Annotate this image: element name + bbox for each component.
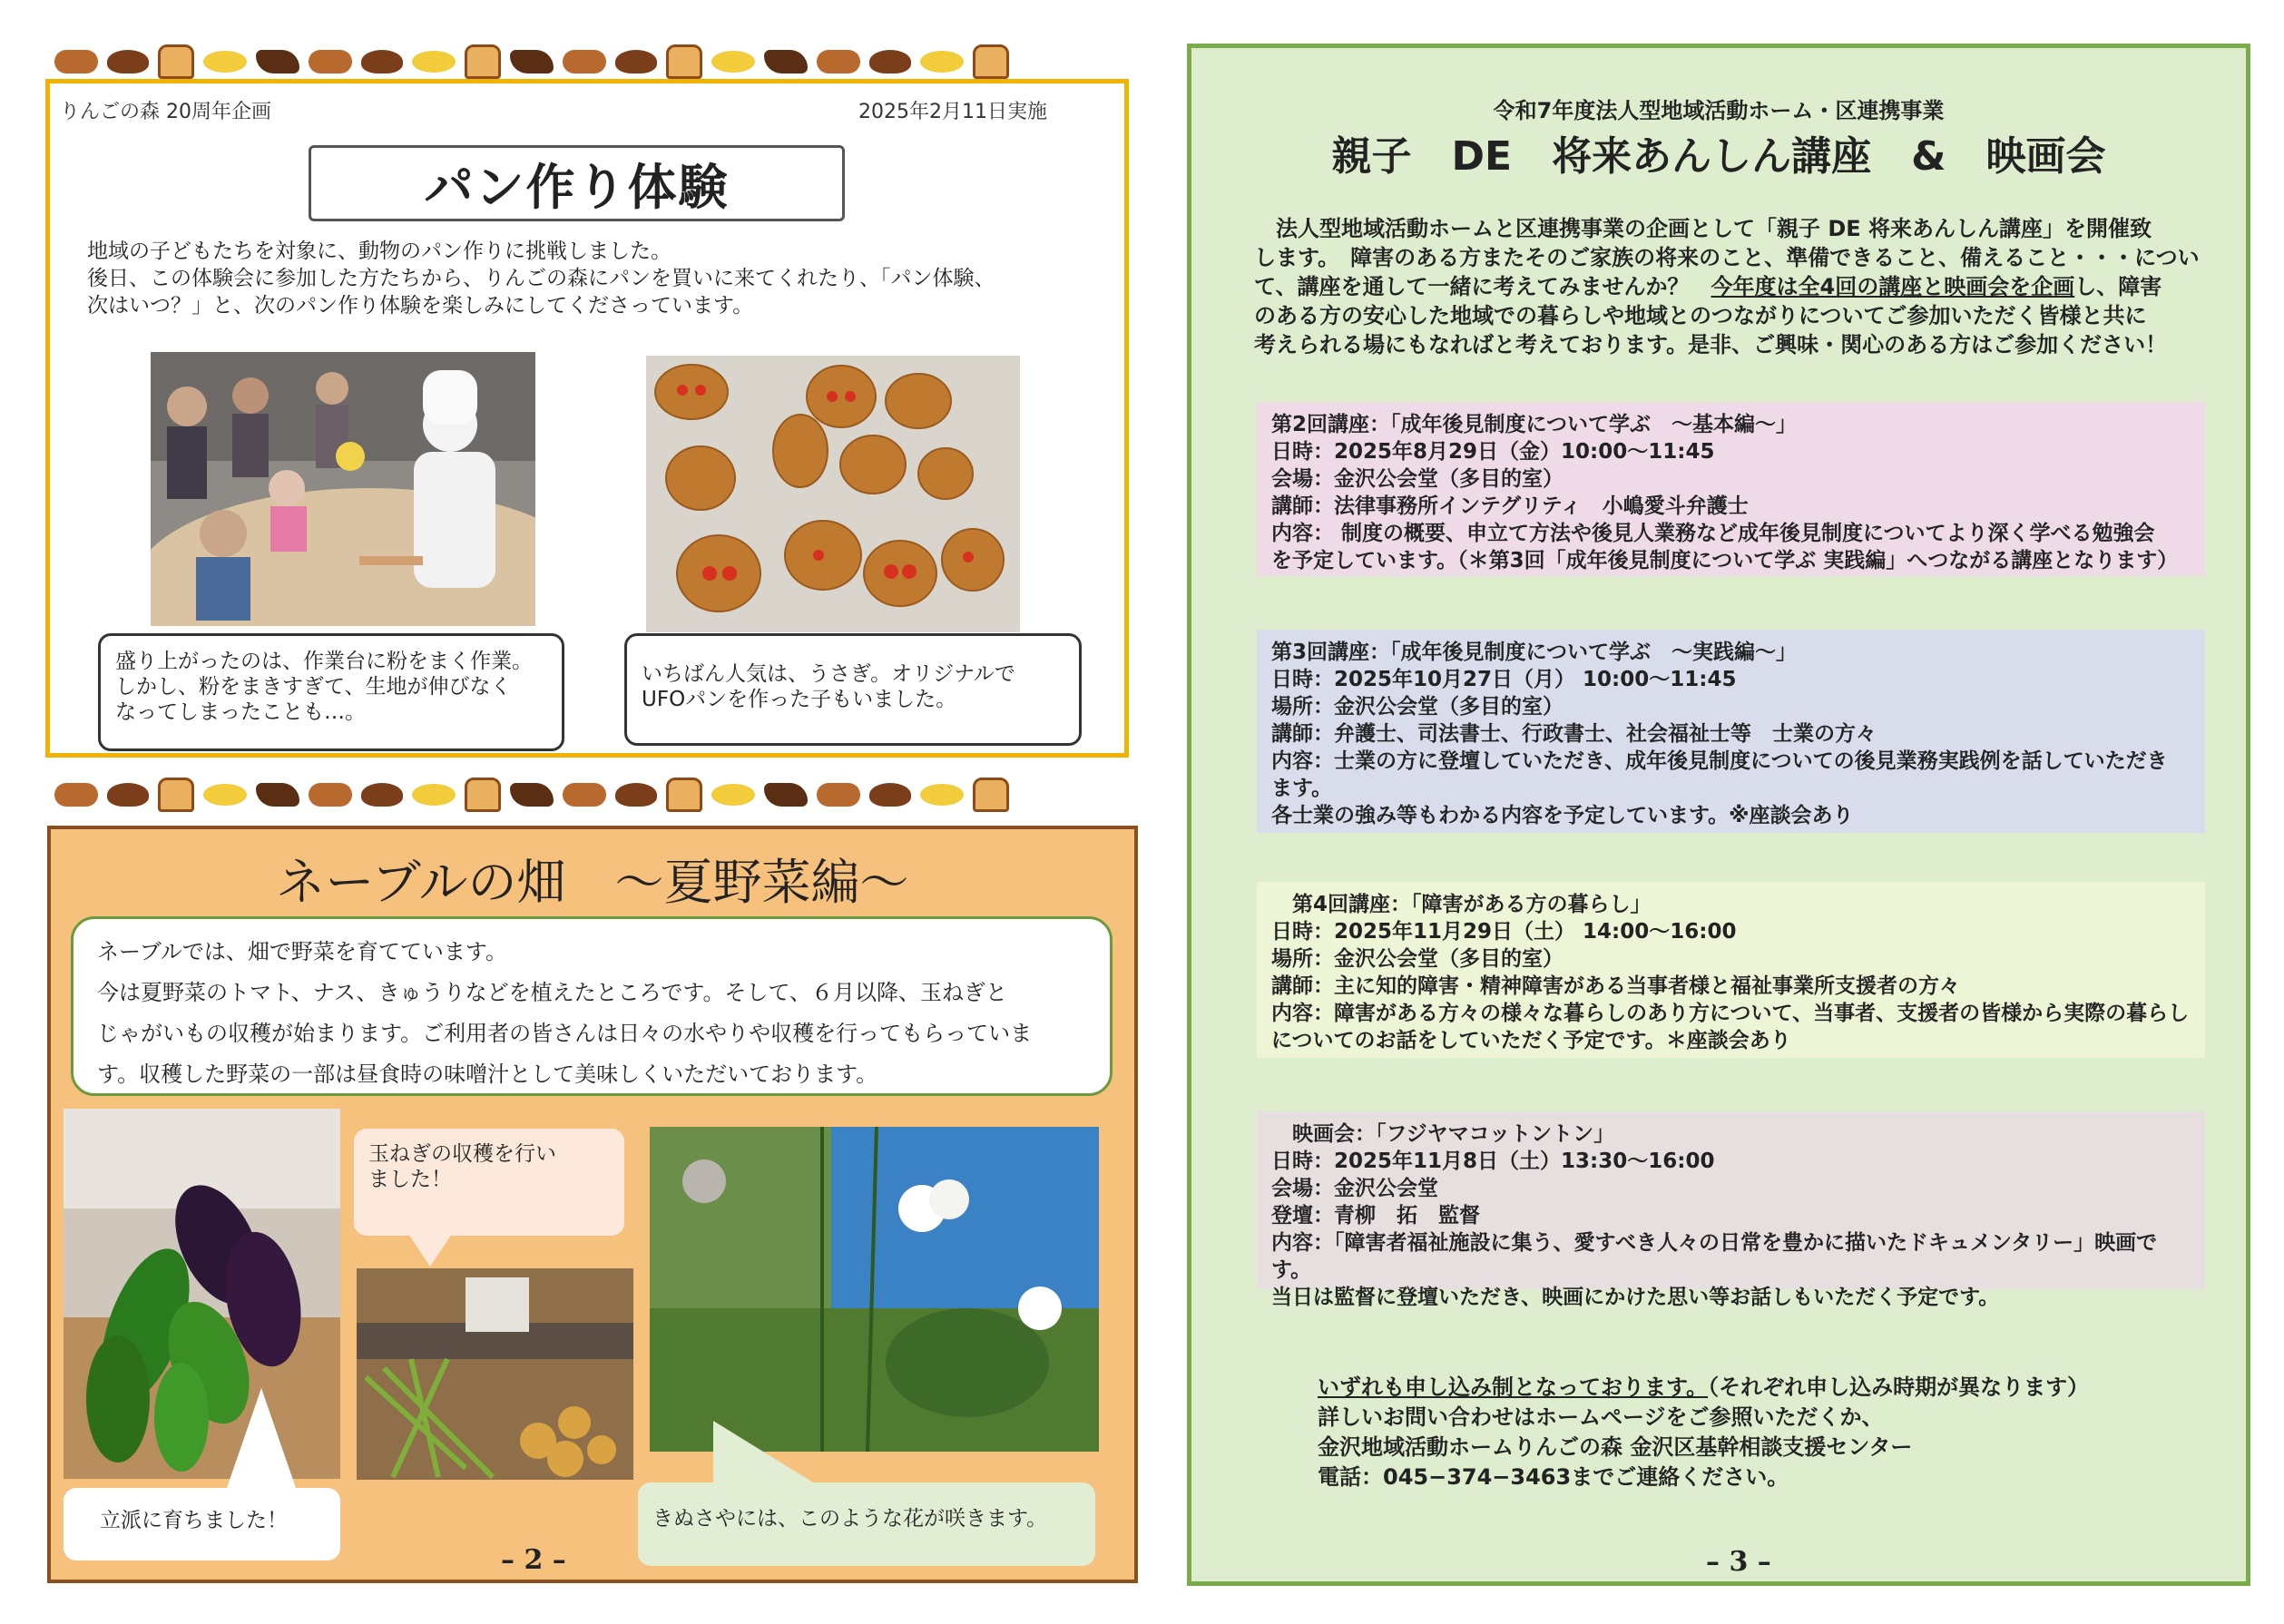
section-line: ます。 [1271, 777, 1333, 800]
intro-fragment: て、講座を通して一緒に考えてみませんか？ [1254, 274, 1711, 299]
section-line: 第3回講座：「成年後見制度について学ぶ ～実践編～」 [1271, 641, 1798, 664]
speech-bubble-grown: 立派に育ちました！ [64, 1488, 340, 1560]
section-line: 各士業の強み等もわかる内容を予定しています。※座談会あり [1271, 804, 1854, 827]
section-line: 講師：弁護士、司法書士、行政書士、社会福祉士等 士業の方々 [1271, 722, 1877, 746]
section-line: 日時：2025年10月27日（月） 10:00～11:45 [1271, 668, 1737, 691]
page-number-3: – 3 – [1706, 1546, 1771, 1578]
intro-fragment: し、障害 [2074, 274, 2162, 299]
section-line: についてのお話をしていただく予定です。＊座談会あり [1271, 1029, 1791, 1052]
bubble-line: しかし、粉をまきすぎて、生地が伸びなく [115, 675, 512, 699]
cornet-icon [256, 50, 299, 73]
section-line: 登壇：青柳 拓 監督 [1271, 1204, 1480, 1228]
page-number-2: – 2 – [501, 1544, 566, 1576]
page3-subtitle: 令和7年度法人型地域活動ホーム・区連携事業 [1493, 98, 1945, 123]
speech-bubble-onion [354, 1129, 624, 1236]
intro-underlined: 今年度は全4回の講座と映画会を企画 [1711, 274, 2075, 299]
footer-line [1318, 1373, 2225, 1403]
section-line: を予定しています。（＊第3回「成年後見制度について学ぶ 実践編」へつながる講座となります） [1271, 549, 2179, 572]
section-lecture-4 [1257, 882, 2205, 1058]
workshop-lead [87, 238, 1103, 319]
section-line: 会場：金沢公会堂 [1271, 1177, 1438, 1200]
bread-icon [563, 783, 606, 807]
toast-icon [920, 51, 964, 73]
intro-line: 法人型地域活動ホームと区連携事業の企画として「親子 DE 将来あんしん講座」を開催致 [1254, 216, 2152, 241]
header-right: 2025年2月11日実施 [858, 101, 1047, 123]
croissant-icon [615, 783, 657, 807]
section-line: 第4回講座：「障害がある方の暮らし」 [1271, 893, 1652, 916]
speech-bubble-rabbit [624, 633, 1082, 746]
footer-line: 電話：045−374−3463までご連絡ください。 [1318, 1464, 1789, 1490]
bread-icon [817, 50, 860, 73]
bubble-tail [713, 1421, 813, 1482]
bubble-line: なってしまったことも…。 [115, 700, 366, 724]
page3-title: 親子 DE 将来あんしん講座 & 映画会 [1331, 133, 2106, 180]
bread-icon [817, 783, 860, 807]
toast-icon [666, 778, 702, 812]
melonpan-icon [465, 778, 501, 812]
neble-line: す。収穫した野菜の一部は昼食時の味噌汁として美味しくいただいております。 [97, 1061, 878, 1087]
bubble-line: いちばん人気は、うさぎ。オリジナルで [642, 662, 1015, 686]
header-left: りんごの森 20周年企画 [60, 101, 271, 123]
bubble-tail [227, 1388, 296, 1488]
intro-line: します。 障害のある方またそのご家族の将来のこと、準備できること、備えること・・・につい [1254, 245, 2200, 270]
section-line: 会場：金沢公会堂（多目的室） [1271, 467, 1564, 491]
section-line: 当日は監督に登壇いただき、映画にかけた思い等お話しもいただく予定です。 [1271, 1286, 2000, 1309]
section-line: 映画会：「フジヤマコットントン」 [1271, 1122, 1615, 1146]
croissant-icon [107, 50, 149, 73]
bread-row-middle [54, 777, 1107, 813]
section-line: 内容： 制度の概要、申立て方法や後見人業務など成年後見制度についてより深く学べる勉強会 [1271, 522, 2155, 545]
bubble-line: UFOパンを作った子もいました。 [642, 688, 957, 711]
section-line: 講師：主に知的障害・精神障害がある当事者様と福祉事業所支援者の方々 [1271, 974, 1960, 998]
page3-footer [1318, 1373, 2225, 1492]
intro-line [1254, 272, 2216, 301]
page-title: パン作り体験 [309, 145, 845, 221]
section-line: 場所：金沢公会堂（多目的室） [1271, 695, 1564, 719]
intro-line: 考えられる場にもなればと考えております。是非、ご興味・関心のある方はご参加ください！ [1254, 332, 2168, 357]
bread-row-top [54, 44, 1107, 80]
croissant-icon [361, 50, 403, 73]
cornet-icon [510, 50, 554, 73]
toast-icon [158, 778, 194, 812]
neble-line: 今は夏野菜のトマト、ナス、きゅうりなどを植えたところです。そして、６月以降、玉ねぎと [97, 980, 1007, 1005]
toast-icon [412, 784, 456, 806]
footer-fragment: （それぞれ申し込み時期が異なります） [1708, 1375, 2090, 1400]
footer-underlined: いずれも申し込み制となっております。 [1318, 1375, 1709, 1400]
neble-line: じゃがいもの収穫が始まります。ご利用者の皆さんは日々の水やりや収穫を行ってもらっていま [97, 1021, 1033, 1046]
bread-icon [54, 783, 98, 807]
melonpan-icon [203, 51, 247, 73]
croissant-icon [869, 783, 911, 807]
section-lecture-2 [1257, 402, 2205, 576]
section-line: 内容：障害がある方々の様々な暮らしのあり方について、当事者、支援者の皆様から実際の暮らし [1271, 1002, 2190, 1025]
croissant-icon [615, 50, 657, 73]
melonpan-icon [465, 44, 501, 79]
neble-line: ネーブルでは、畑で野菜を育てています。 [97, 939, 507, 964]
title-banner [309, 145, 839, 216]
bubble-line: ました！ [368, 1168, 452, 1191]
neble-text-box [71, 916, 1113, 1096]
lead-line: 後日、この体験会に参加した方たちから、りんごの森にパンを買いに来てくれたり、「パン体験、 [87, 267, 995, 290]
section-line: 日時：2025年11月8日（土）13:30～16:00 [1271, 1150, 1715, 1173]
melonpan-icon [711, 784, 755, 806]
section-line: 講師：法律事務所インテグリティ 小嶋愛斗弁護士 [1271, 494, 1749, 518]
melonpan-icon [203, 784, 247, 806]
section-line: 日時：2025年11月29日（土） 14:00～16:00 [1271, 920, 1737, 944]
melonpan-icon [973, 778, 1009, 812]
speech-bubble-flowers: きぬさやには、このような花が咲きます。 [638, 1482, 1095, 1566]
bubble-line: 玉ねぎの収穫を行い [368, 1142, 556, 1166]
photo-vegetables [64, 1109, 340, 1479]
croissant-icon [869, 50, 911, 73]
section-lecture-3 [1257, 630, 2205, 833]
croissant-icon [361, 783, 403, 807]
neble-title: ネーブルの畑 ～夏野菜編～ [276, 854, 909, 911]
toast-icon [666, 44, 702, 79]
bubble-line: 盛り上がったのは、作業台に粉をまく作業。 [115, 650, 533, 673]
toast-icon [412, 51, 456, 73]
toast-icon [920, 784, 964, 806]
photo-bread-making [151, 352, 535, 626]
cornet-icon [764, 783, 808, 807]
footer-line: 金沢地域活動ホームりんごの森 金沢区基幹相談支援センター [1318, 1434, 1913, 1460]
bread-icon [309, 783, 352, 807]
section-line: 内容：「障害者福祉施設に集う、愛すべき人々の日常を豊かに描いたドキュメンタリー」映画です。 [1271, 1231, 2158, 1282]
bubble-tail [408, 1234, 452, 1267]
bread-icon [563, 50, 606, 73]
footer-line: 詳しいお問い合わせはホームページをご参照いただくか、 [1318, 1404, 1884, 1430]
lead-line: 地域の子どもたちを対象に、動物のパン作りに挑戦しました。 [87, 240, 671, 263]
lead-line: 次はいつ？」と、次のパン作り体験を楽しみにしてくださっています。 [87, 294, 754, 318]
section-line: 内容：士業の方に登壇していただき、成年後見制度についての後見業務実践例を話していただき [1271, 749, 2168, 773]
section-line: 第2回講座：「成年後見制度について学ぶ ～基本編～」 [1271, 413, 1798, 436]
croissant-icon [107, 783, 149, 807]
intro-line: のある方の安心した地域での暮らしや地域とのつながりについてご参加いただく皆様と共に [1254, 303, 2147, 328]
cornet-icon [764, 50, 808, 73]
photo-snow-pea-flowers [650, 1127, 1099, 1452]
melonpan-icon [973, 44, 1009, 79]
section-line: 日時：2025年8月29日（金）10:00～11:45 [1271, 440, 1715, 464]
cornet-icon [510, 783, 554, 807]
cornet-icon [256, 783, 299, 807]
section-line: 場所：金沢公会堂（多目的室） [1271, 947, 1564, 971]
bread-icon [309, 50, 352, 73]
section-movie [1257, 1111, 2205, 1309]
melonpan-icon [711, 51, 755, 73]
bread-icon [54, 50, 98, 73]
page3-intro [1254, 214, 2216, 359]
photo-onion-harvest [357, 1268, 633, 1480]
toast-icon [158, 44, 194, 79]
photo-animal-breads [646, 356, 1020, 632]
speech-bubble-flour [98, 633, 564, 751]
